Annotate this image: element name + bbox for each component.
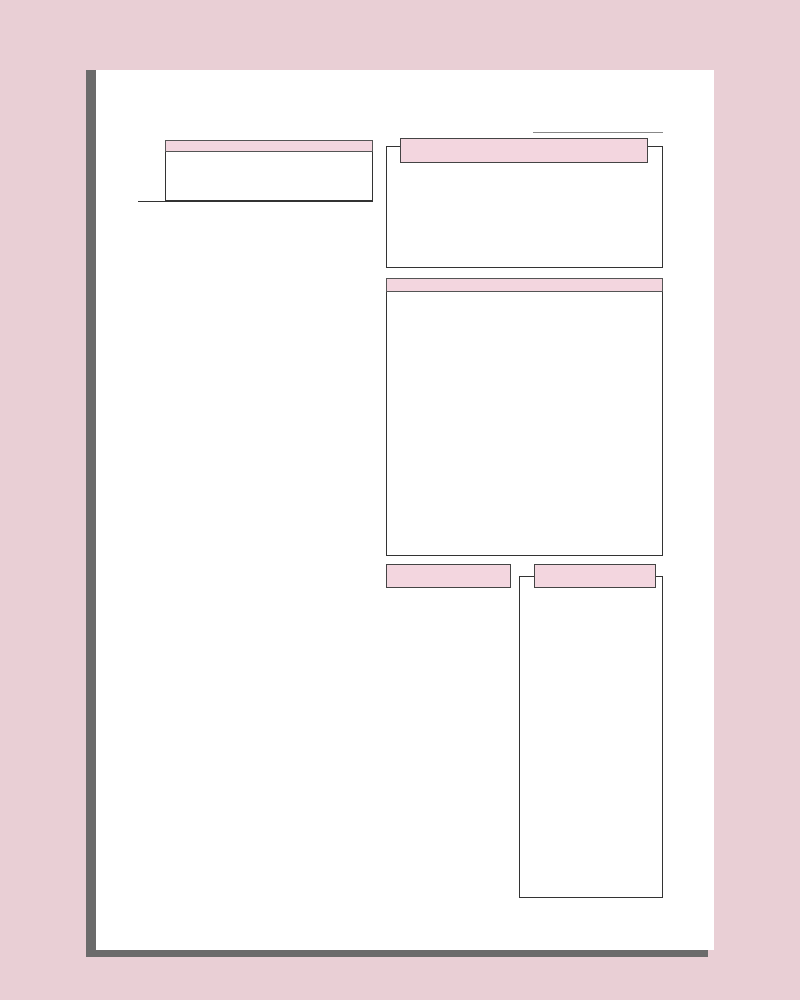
workout-header xyxy=(386,278,663,292)
month-line[interactable] xyxy=(533,132,663,133)
planner-page xyxy=(96,70,714,950)
water-tracker-label xyxy=(386,564,511,588)
notes-label xyxy=(534,564,656,588)
notes-box[interactable] xyxy=(519,576,663,898)
goals-box[interactable] xyxy=(386,146,663,268)
habits-grid xyxy=(138,201,373,202)
workout-grid xyxy=(386,292,663,556)
habits-name-cells xyxy=(165,152,373,201)
goals-label xyxy=(400,138,648,163)
habits-header xyxy=(165,140,373,152)
